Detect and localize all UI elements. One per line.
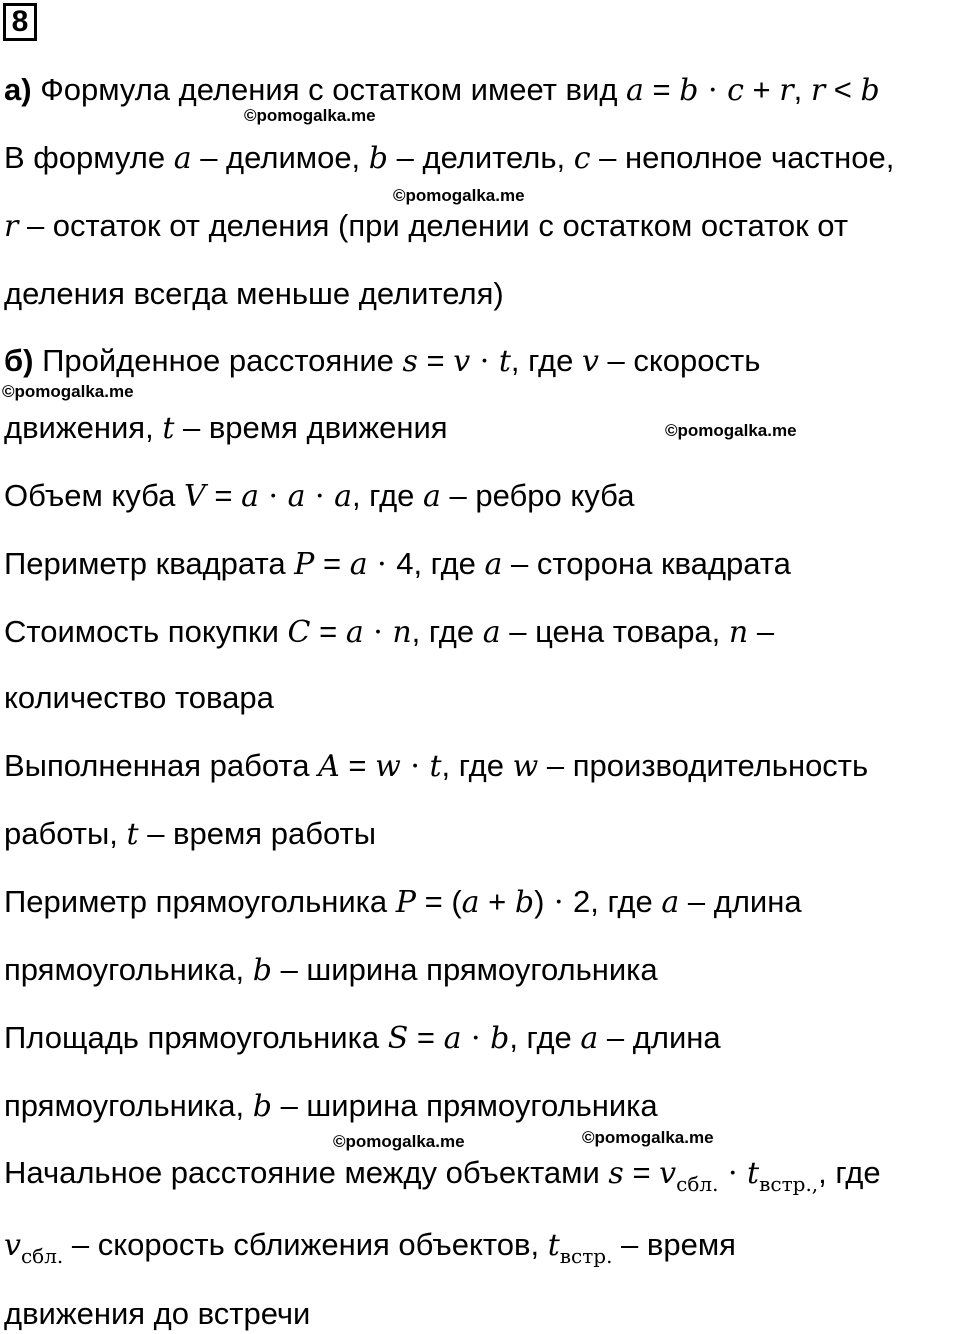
cube-volume-line [4, 476, 634, 517]
text: , где [590, 884, 662, 919]
var-a: a [482, 615, 501, 650]
var-b: b [514, 885, 535, 920]
var-a: a [626, 73, 644, 108]
watermark: ©pomogalka.me [2, 382, 134, 401]
task-number: 8 [3, 3, 37, 41]
text: В формуле [4, 140, 174, 175]
var-b: b [252, 953, 272, 988]
var-v: v [581, 344, 599, 379]
text: – производительность [538, 748, 869, 783]
op: · [470, 344, 499, 379]
until-meeting-line [4, 1294, 310, 1334]
text: Периметр прямоугольника [4, 884, 396, 919]
text: , где [510, 343, 582, 378]
var-b: b [252, 1089, 272, 1124]
var-t: t [747, 1156, 760, 1191]
var-C: C [287, 615, 311, 650]
text: , где [509, 1020, 581, 1055]
op: · [367, 547, 397, 582]
text: – ребро куба [440, 478, 635, 513]
number: 2 [573, 884, 591, 919]
approach-speed-line [4, 1225, 736, 1268]
text: движения до встречи [4, 1296, 311, 1331]
text: Начальное расстояние между объектами [4, 1155, 609, 1190]
op: , [793, 72, 811, 107]
text: Периметр квадрата [4, 546, 295, 581]
var-a: a [661, 885, 680, 920]
text: – время [612, 1227, 736, 1262]
var-s: s [402, 344, 418, 379]
text: – время движения [174, 410, 448, 445]
text: , где [413, 546, 485, 581]
text: – скорость сближения объектов, [63, 1227, 548, 1262]
text: Формула деления с остатком имеет вид [31, 72, 627, 107]
op: + [479, 884, 515, 919]
text: , где [818, 1155, 881, 1190]
rect-width-line-2 [4, 1086, 658, 1127]
watermark: ©pomogalka.me [333, 1132, 465, 1151]
op: = [415, 884, 452, 919]
part-a-label: а) [4, 72, 32, 107]
var-c: c [727, 73, 744, 108]
var-r: r [810, 73, 826, 108]
text: Площадь прямоугольника [4, 1020, 388, 1055]
rect-area-line [4, 1018, 721, 1059]
rect-width-line [4, 950, 658, 991]
purchase-cost-line [4, 612, 774, 653]
text: Пройденное расстояние [33, 343, 403, 378]
var-v: v [4, 1228, 21, 1263]
watermark: ©pomogalka.me [665, 421, 797, 440]
op: · [258, 479, 288, 514]
text: , где [351, 478, 424, 513]
text: количество товара [4, 680, 274, 715]
op: = [339, 748, 376, 783]
text: , где [441, 748, 513, 783]
text: – ширина прямоугольника [271, 1088, 658, 1123]
text: – неполное частное, [590, 140, 895, 175]
text: Объем куба [4, 478, 185, 513]
remainder-line [4, 206, 848, 247]
var-a: a [349, 547, 368, 582]
op: = [643, 72, 680, 107]
var-t: t [547, 1228, 560, 1263]
rect-perimeter-line [4, 882, 802, 923]
text: прямоугольника, [4, 952, 253, 987]
formula-division-line [4, 70, 880, 111]
var-t: t [126, 817, 139, 852]
op: · [461, 1021, 491, 1056]
var-b: b [860, 73, 880, 108]
movement-line [4, 408, 448, 449]
var-w: w [375, 749, 401, 784]
var-r: r [779, 73, 794, 108]
text: – [748, 614, 775, 649]
var-V: V [184, 479, 206, 514]
text: Стоимость покупки [4, 614, 288, 649]
text: – длина [598, 1020, 721, 1055]
text: – ширина прямоугольника [271, 952, 658, 987]
var-s: s [608, 1156, 624, 1191]
subscript: встр. [559, 1244, 613, 1268]
text: – цена товара, [500, 614, 729, 649]
distance-line [4, 341, 760, 382]
var-a: a [287, 479, 306, 514]
var-b: b [679, 73, 699, 108]
var-c: c [573, 141, 591, 176]
number: 4 [396, 546, 414, 581]
var-n: n [392, 615, 412, 650]
text: – сторона квадрата [502, 546, 791, 581]
text: движения, [4, 410, 163, 445]
text: , где [411, 614, 483, 649]
subscript: встр., [759, 1172, 819, 1196]
var-P: P [395, 885, 416, 920]
watermark: ©pomogalka.me [582, 1128, 714, 1147]
part-b-label: б) [4, 343, 34, 378]
paren: ) [534, 884, 545, 919]
var-a: a [461, 885, 480, 920]
var-a: a [173, 141, 192, 176]
op: = [314, 546, 350, 581]
op: · [305, 479, 335, 514]
var-P: P [294, 547, 315, 582]
text: – время работы [138, 816, 376, 851]
var-a: a [580, 1021, 599, 1056]
square-perimeter-line [4, 544, 791, 585]
op: · [698, 73, 728, 108]
op: · [400, 749, 430, 784]
op: < [825, 72, 861, 107]
var-a: a [334, 479, 352, 514]
var-v: v [453, 344, 471, 379]
text: работы, [4, 816, 127, 851]
op: = [408, 1020, 444, 1055]
op: = [623, 1155, 660, 1190]
var-a: a [484, 547, 503, 582]
op: + [743, 72, 780, 107]
text: – скорость [598, 343, 761, 378]
text: прямоугольника, [4, 1088, 253, 1123]
quantity-line [4, 678, 274, 718]
var-r: r [4, 209, 19, 244]
var-a: a [423, 479, 441, 514]
remainder-note-line [4, 274, 504, 314]
var-v: v [659, 1156, 677, 1191]
formula-terms-line [4, 138, 894, 179]
op: · [718, 1156, 748, 1191]
text: – остаток от деления (при делении с остатком остаток от [18, 208, 849, 243]
work-time-line [4, 814, 376, 855]
subscript: сбл. [676, 1172, 719, 1196]
var-t: t [498, 344, 511, 379]
op: · [363, 615, 393, 650]
op: · [544, 885, 574, 920]
text: – длина [679, 884, 802, 919]
op: = [417, 343, 454, 378]
text: Выполненная работа [4, 748, 319, 783]
var-a: a [345, 615, 364, 650]
var-w: w [512, 749, 539, 784]
var-n: n [728, 615, 749, 650]
work-line [4, 746, 868, 787]
text: – делимое, [191, 140, 369, 175]
var-t: t [162, 411, 175, 446]
subscript: сбл. [20, 1244, 64, 1268]
var-S: S [387, 1021, 409, 1056]
var-t: t [429, 749, 442, 784]
var-a: a [443, 1021, 462, 1056]
text: деления всегда меньше делителя) [4, 276, 504, 311]
text: – делитель, [388, 140, 574, 175]
var-a: a [241, 479, 259, 514]
var-b: b [490, 1021, 510, 1056]
op: = [310, 614, 346, 649]
watermark: ©pomogalka.me [244, 106, 376, 125]
initial-distance-line [4, 1153, 881, 1196]
watermark: ©pomogalka.me [393, 186, 525, 205]
var-A: A [318, 749, 340, 784]
op: = [205, 478, 242, 513]
var-b: b [368, 141, 389, 176]
paren: ( [451, 884, 462, 919]
